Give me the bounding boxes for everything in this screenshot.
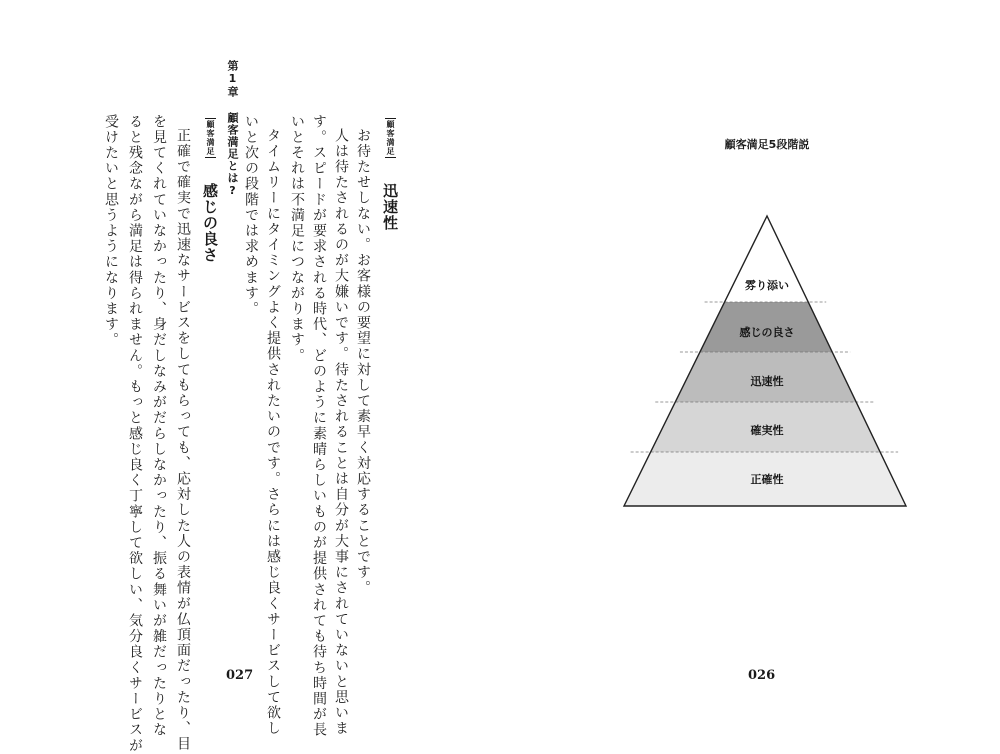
section-title: 感じの良さ	[201, 183, 219, 263]
pyramid-title: 顧客満足5段階説	[724, 138, 810, 151]
running-head: 第1章 顧客満足とは?	[226, 60, 239, 198]
pyramid-diagram	[620, 210, 920, 510]
body-line: ると残念ながら満足は得られません。もっと感じ良く丁寧して欲しい、気分良くサービスが	[127, 114, 143, 754]
pyramid-level-4-label: 確実性	[750, 424, 784, 437]
body-line: す。スピードが要求される時代、どのように素晴らしいものが提供されても待ち時間が長	[311, 114, 327, 738]
section-heading-pleasantness	[200, 118, 221, 263]
page-number-right: 026	[748, 668, 776, 683]
pyramid-level-5-label: 正確性	[750, 473, 784, 486]
page-number-left: 027	[226, 668, 254, 683]
right-page	[500, 0, 1000, 724]
section-heading-speed	[380, 118, 401, 231]
pyramid-level-3-label: 迅速性	[750, 375, 784, 388]
body-line: 正確で確実で迅速なサービスをしてもらっても、応対した人の表情が仏頂面だったり、目	[175, 128, 191, 752]
pyramid-level-2-label: 感じの良さ	[739, 326, 795, 339]
pyramid-level-1-label: 雰り添い	[745, 279, 789, 292]
body-line: お待たせしない。お客様の要望に対して素早く対応することです。	[355, 128, 371, 596]
section-label: 顧客満足	[206, 120, 215, 156]
body-line: タイムリーにタイミングよく提供されたいのです。さらには感じ良くサービスして欲し	[265, 128, 281, 737]
body-line: いとそれは不満足につながります。	[289, 114, 305, 364]
body-line: 受けたいと思うようになります。	[103, 114, 119, 348]
section-title: 迅速性	[381, 183, 399, 231]
section-label: 顧客満足	[386, 120, 395, 156]
body-line: いと次の段階では求めます。	[243, 114, 259, 317]
body-line: 人は待たされるのが大嫌いです。待たされることは自分が大事にされていないと思いま	[333, 128, 349, 737]
body-line: を見てくれていなかったり、身だしなみがだらしなかったり、振る舞いが雑だったりとな	[151, 114, 167, 738]
